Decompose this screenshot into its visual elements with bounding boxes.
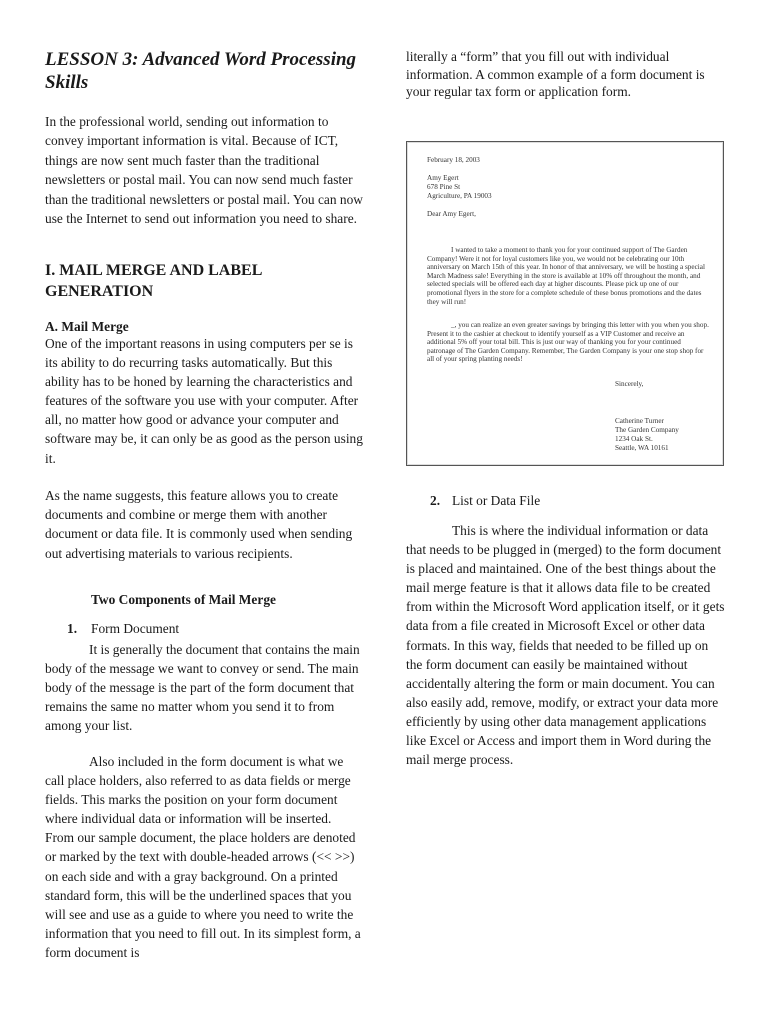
letter-signature-line: Catherine Turner	[615, 417, 664, 425]
form-definition-continued: literally a “form” that you fill out with individual information. A common example of a form document is your regular tax form or application form.	[406, 49, 705, 100]
letter-signature-line: 1234 Oak St.	[615, 435, 653, 443]
mail-merge-paragraph-2: As the name suggests, this feature allows you to create documents and combine or merge them with another document or data file. It is commonly used when sending out advertising materials to various recipients.	[45, 488, 353, 561]
item-1-number: 1.	[67, 621, 78, 636]
letter-address-line: 678 Pine St	[427, 183, 461, 191]
form-document-paragraph-1: It is generally the document that contains the main body of the message we want to convey or send. The main body of the message is the part of the form document that remains the same no matter whom you send it to from among your list.	[45, 642, 360, 734]
subheading-mail-merge: A. Mail Merge	[45, 319, 129, 334]
letter-body-paragraph-2: _, you can realize an even greater savings by bringing this letter with you when you shop. Present it to the cashier at checkout to identify yourself as a VIP Customer and receive an additional 5% off your total bill. This is just our way of thanking you for your continued patronage of The Garden Company. Remember, The Garden Company is your one stop shop for all of your spring planting needs!	[427, 321, 709, 364]
item-2-number: 2.	[430, 493, 441, 508]
letter-greeting: Dear Amy Egert,	[427, 210, 476, 218]
letter-address-line: Amy Egert	[427, 174, 459, 182]
lesson-title: LESSON 3: Advanced Word Processing Skills	[45, 49, 357, 93]
letter-address-line: Agriculture, PA 19003	[427, 192, 492, 200]
item-2-label: List or Data File	[452, 493, 541, 508]
mail-merge-paragraph-1: One of the important reasons in using computers per se is its ability to do recurring tasks automatically. But this ability has to be honed by learning the characteristics and features of the software you use with your computer. After all, no matter how good or advance your computer and software may be, it can only be as good as the person using it.	[45, 336, 363, 466]
data-file-paragraph: This is where the individual information or data that needs to be plugged in (merged) to the form document is placed and maintained. One of the best things about the mail merge feature is that it allows data file to be created from within the Microsoft Word application itself, or it gets data from a file created in Microsoft Excel or other data formats. In this way, fields that needed to be filled up on the form document can easily be maintained without accidentally altering the form or main document. You can also easily add, remove, modify, or extract your data more efficiently by using other data management applications like Excel or Access and import them in Word during the mail merge process.	[406, 523, 725, 768]
item-1-label: Form Document	[91, 621, 180, 636]
components-heading: Two Components of Mail Merge	[91, 592, 276, 607]
letter-closing: Sincerely,	[615, 380, 644, 388]
sample-letter-image	[406, 141, 724, 466]
letter-signature-line: Seattle, WA 10161	[615, 444, 669, 452]
letter-body-paragraph-1: I wanted to take a moment to thank you for your continued support of The Garden Company! Were it not for loyal customers like you, we would not be celebrating our 10th anniversary on March 15th of this year. In honor of that anniversary, we will be hosting a special March Madness sale! Everything in the store is available at 10% off throughout the month, and selected specials will be offered each day at higher discounts. Please pick up one of our promotional flyers in the store for a complete schedule of these bonus promotions and the dates they will run!	[427, 246, 705, 306]
letter-signature-line: The Garden Company	[615, 426, 679, 434]
section-heading: I. MAIL MERGE AND LABEL GENERATION	[45, 262, 262, 300]
form-document-paragraph-2: Also included in the form document is what we call place holders, also referred to as data fields or merge fields. This marks the position on your form document where individual data or information will be inserted. From our sample document, the place holders are denoted or marked by the text with double-headed arrows (<< >>) on each side and with a gray background. On a printed standard form, this will be the underlined spaces that you will see and use as a guide to where you need to write the information that you need to fill out. In its simplest form, a form document is	[45, 754, 361, 960]
intro-paragraph: In the professional world, sending out information to convey important information is vital. Because of ICT, things are now sent much faster than the traditional newsletters or postal mail. You can now send much faster than the traditional newsletters or postal mail. You can now use the Internet to send out information you need to share.	[45, 114, 363, 227]
letter-date: February 18, 2003	[427, 156, 480, 164]
